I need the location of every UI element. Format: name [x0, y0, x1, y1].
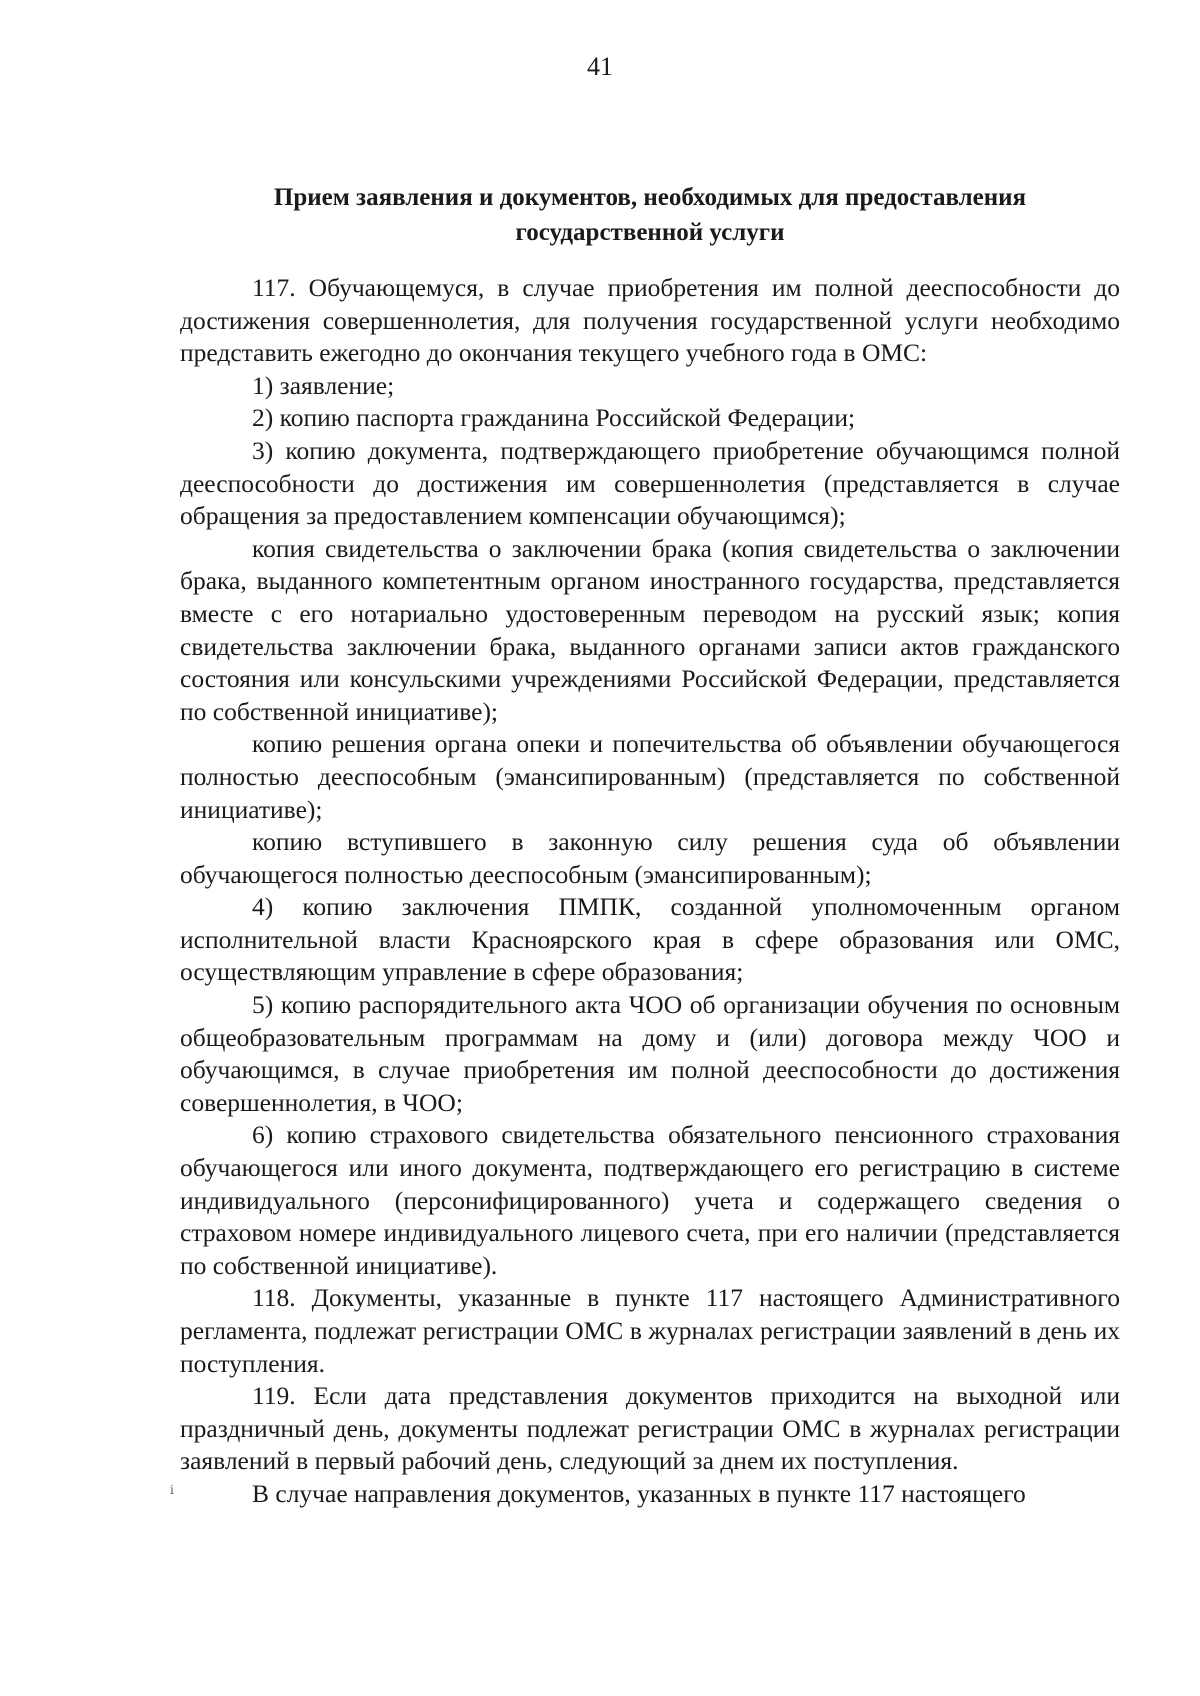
list-item-3-marriage-certificate: копия свидетельства о заключении брака (копия свидетельства о заключении брака, выданного компетентным органом иностранного государства, представляется вместе с его нотариально удостоверенным переводом на русский язык; копия свидетельства заключении брака, выданного органами записи актов гражданского состояния или консульскими учреждениями Российской Федерации, представляется по собственной инициативе);: [180, 533, 1120, 726]
scan-artifact-mark: ⅰ: [170, 1483, 174, 1497]
list-item-1: 1) заявление;: [252, 370, 395, 400]
section-heading: [180, 180, 1120, 250]
paragraph-119: 119. Если дата представления документов приходится на выходной или праздничный день, документы подлежат регистрации ОМС в журналах регистрации заявлений в первый рабочий день, следующий за днем их поступления.: [180, 1381, 1120, 1476]
section-heading-line-1: Прием заявления и документов, необходимых для предоставления: [273, 184, 1027, 211]
paragraph-continuation: В случае направления документов, указанных в пункте 117 настоящего: [252, 1478, 1026, 1508]
list-item-4: 4) копию заключения ПМПК, созданной уполномоченным органом исполнительной власти Красноярского края в сфере образования или ОМС, осуществляющим управление в сфере образования;: [180, 892, 1120, 987]
list-item-5: 5) копию распорядительного акта ЧОО об организации обучения по основным общеобразовательным программам на дому и (или) договора между ЧОО и обучающимся, в случае приобретения им полной дееспособности до достижения совершеннолетия, в ЧОО;: [180, 990, 1120, 1117]
page-number: 41: [587, 52, 613, 81]
list-item-3: 3) копию документа, подтверждающего приобретение обучающимся полной дееспособности до достижения им совершеннолетия (представляется в случае обращения за предоставлением компенсации обучающимся);: [180, 435, 1120, 531]
list-item-2: 2) копию паспорта гражданина Российской Федерации;: [252, 403, 856, 433]
list-item-3-court-decision: копию вступившего в законную силу решения суда об объявлении обучающегося полностью дееспособным (эмансипированным);: [180, 827, 1120, 889]
list-item-6: 6) копию страхового свидетельства обязательного пенсионного страхования обучающегося или иного документа, подтверждающего его регистрацию в системе индивидуального (персонифицированного) учета и содержащего сведения о страховом номере индивидуального лицевого счета, при его наличии (представляется по собственной инициативе).: [180, 1120, 1120, 1280]
document-body: [180, 272, 1120, 1511]
section-heading-line-2: государственной услуги: [515, 219, 785, 246]
list-item-3-guardianship-decision: копию решения органа опеки и попечительства об объявлении обучающегося полностью дееспособным (эмансипированным) (представляется по собственной инициативе);: [180, 729, 1120, 824]
paragraph-118: 118. Документы, указанные в пункте 117 настоящего Административного регламента, подлежат регистрации ОМС в журналах регистрации заявлений в день их поступления.: [180, 1283, 1120, 1378]
paragraph-117: 117. Обучающемуся, в случае приобретения им полной дееспособности до достижения совершеннолетия, для получения государственной услуги необходимо представить ежегодно до окончания текущего учебного года в ОМС:: [180, 273, 1120, 368]
